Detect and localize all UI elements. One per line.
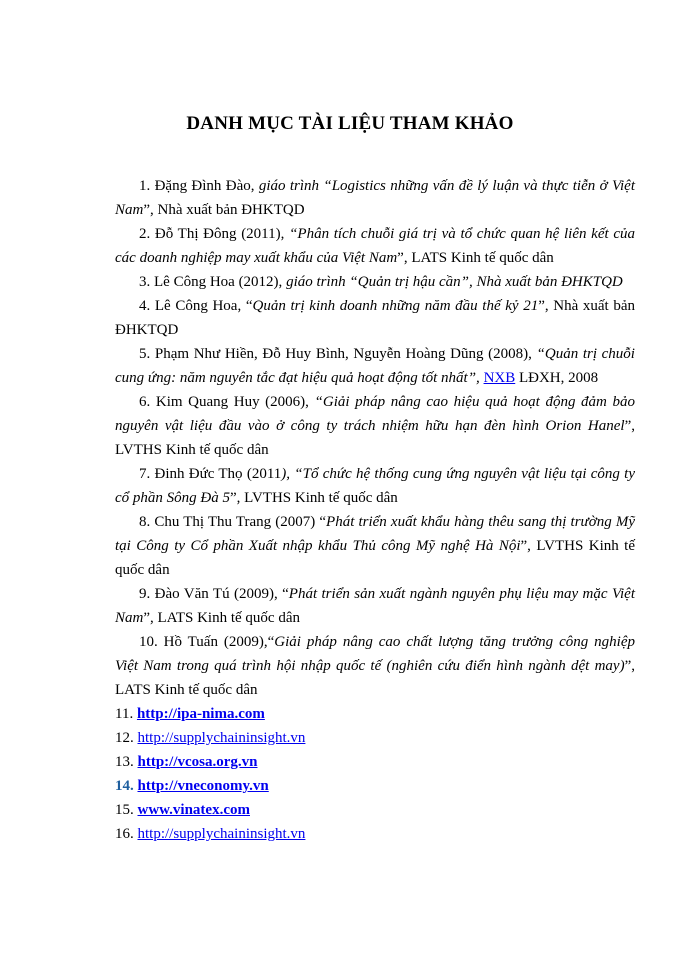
weblink-number: 13. [115, 754, 134, 770]
reference-title: “Phân tích chuỗi giá trị và tổ chức quan hệ liên kết của các doanh nghiệp may xuất khẩu của Việt Nam [115, 226, 635, 266]
reference-text: Lê Công Hoa (2012), [150, 274, 287, 290]
weblink-item [115, 702, 635, 726]
reference-item [115, 174, 635, 222]
weblink-number: 11. [115, 706, 134, 722]
weblink-item [115, 798, 635, 822]
reference-title: Giải pháp nâng cao chất lượng tăng trưởng công nghiệp Việt Nam trong quá trình hội nhập quốc tế (nghiên cứu điển hình ngành dệt may) [115, 634, 635, 674]
reference-text: Đào Văn Tú (2009), “ [150, 586, 289, 602]
reference-item [115, 222, 635, 270]
reference-number: 2. [139, 226, 151, 242]
reference-number: 8. [139, 514, 151, 530]
reference-list [115, 174, 635, 846]
weblink-number: 12. [115, 730, 134, 746]
weblink-supplychaininsight[interactable]: http://supplychaininsight.vn [137, 730, 306, 746]
weblink-item [115, 774, 635, 798]
weblink-item [115, 750, 635, 774]
reference-title: giáo trình “Logistics những vấn đề lý luận và thực tiễn ở Việt Nam [115, 178, 635, 218]
weblink-vcosa[interactable]: http://vcosa.org.vn [137, 754, 258, 770]
reference-item [115, 582, 635, 630]
weblink-ipa-nima[interactable]: http://ipa-nima.com [136, 706, 265, 722]
reference-number: 4. [139, 298, 151, 314]
reference-text: Đinh Đức Thọ (2011 [150, 466, 282, 482]
reference-source: ”, LATS Kinh tế quốc dân [397, 250, 554, 266]
weblink-item [115, 726, 635, 750]
reference-item [115, 390, 635, 462]
reference-source: ”, LVTHS Kinh tế quốc dân [115, 418, 635, 458]
reference-number: 5. [139, 346, 151, 362]
reference-title: “Quản trị chuỗi cung ứng: năm nguyên tắc đạt hiệu quả hoạt động tốt nhất”, [115, 346, 635, 386]
weblink-item [115, 822, 635, 846]
weblink-vneconomy[interactable]: http://vneconomy.vn [137, 778, 269, 794]
weblink-supplychaininsight-2[interactable]: http://supplychaininsight.vn [137, 826, 306, 842]
publisher-link[interactable]: NXB [483, 370, 516, 386]
reference-text: Lê Công Hoa, “ [150, 298, 253, 314]
reference-source: ”, LATS Kinh tế quốc dân [143, 610, 300, 626]
reference-source: ”, LATS Kinh tế quốc dân [115, 658, 635, 698]
reference-title: ), “Tổ chức hệ thống cung ứng nguyên vật liệu tại công ty cổ phần Sông Đà 5 [115, 466, 635, 506]
reference-text: Hồ Tuấn (2009),“ [157, 634, 275, 650]
reference-item [115, 270, 635, 294]
reference-number: 7. [139, 466, 151, 482]
weblink-number: 16. [115, 826, 134, 842]
reference-number: 10. [139, 634, 158, 650]
reference-title: Quản trị kinh doanh những năm đầu thế kỷ 21 [252, 298, 539, 314]
reference-title: Phát triển sản xuất ngành nguyên phụ liệu may mặc Việt Nam [115, 586, 635, 626]
reference-source: ”, Nhà xuất bản ĐHKTQD [143, 202, 305, 218]
weblink-number: 15. [115, 802, 134, 818]
reference-source: ”, Nhà xuất bản ĐHKTQD [115, 298, 636, 338]
weblink-vinatex[interactable]: www.vinatex.com [137, 802, 250, 818]
reference-title: giáo trình “Quản trị hậu cần”, Nhà xuất bản ĐHKTQD [286, 274, 623, 290]
reference-text: Chu Thị Thu Trang (2007) “ [150, 514, 327, 530]
reference-number: 9. [139, 586, 151, 602]
reference-source: LĐXH, 2008 [515, 370, 599, 386]
reference-source: ”, LVTHS Kinh tế quốc dân [115, 538, 635, 578]
reference-title: “Giải pháp nâng cao hiệu quả hoạt động đảm bảo nguyên vật liệu đầu vào ở công ty trách nhiệm hữu hạn đèn hình Orion Hanel [115, 394, 635, 434]
reference-item [115, 630, 635, 702]
reference-text: Đặng Đình Đào, [150, 178, 259, 194]
reference-title: Phát triển xuất khẩu hàng thêu sang thị trường Mỹ tại Công ty Cổ phần Xuất nhập khẩu Thủ công Mỹ nghệ Hà Nội [115, 514, 635, 554]
reference-item [115, 510, 635, 582]
reference-text: Phạm Như Hiền, Đỗ Huy Bình, Nguyễn Hoàng Dũng (2008), [150, 346, 537, 362]
reference-number: 6. [139, 394, 151, 410]
reference-number: 3. [139, 274, 151, 290]
reference-text: Đỗ Thị Đông (2011), [150, 226, 290, 242]
reference-number: 1. [139, 178, 151, 194]
weblink-number: 14. [115, 778, 134, 794]
reference-source: ”, LVTHS Kinh tế quốc dân [230, 490, 398, 506]
reference-item [115, 342, 635, 390]
reference-item [115, 294, 635, 342]
reference-item [115, 462, 635, 510]
reference-text: Kim Quang Huy (2006), [150, 394, 315, 410]
page-title: DANH MỤC TÀI LIỆU THAM KHẢO [186, 113, 514, 134]
